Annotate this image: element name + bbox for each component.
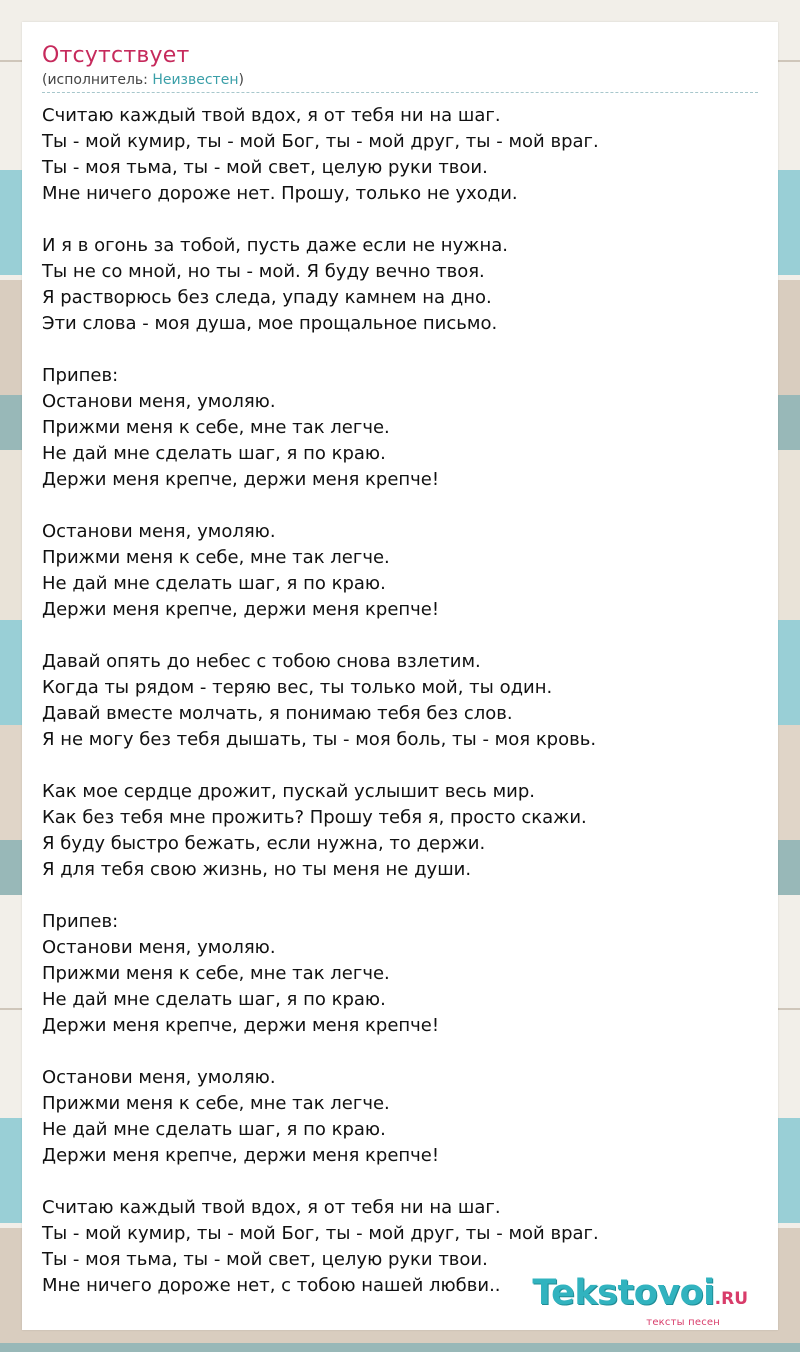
- artist-link[interactable]: Неизвестен: [152, 72, 239, 88]
- logo-name: Tekstovoi: [532, 1273, 715, 1313]
- lyrics-page: [22, 22, 778, 1330]
- lyrics-text: Считаю каждый твой вдох, я от тебя ни на шаг. Ты - мой кумир, ты - мой Бог, ты - мой друг, ты - мой враг. Ты - моя тьма, ты - мой свет, целую руки твои. Мне ничего дороже нет. Прошу, только не уходи. И я в огонь за тобой, пусть даже если не нужна. Ты не со мной, но ты - мой. Я буду вечно твоя. Я растворюсь без следа, упаду камнем на дно. Эти слова - моя душа, мое прощальное письмо. Припев: Останови меня, умоляю. Прижми меня к себе, мне так легче. Не дай мне сделать шаг, я по краю. Держи меня крепче, держи меня крепче! Останови меня, умоляю. Прижми меня к себе, мне так легче. Не дай мне сделать шаг, я по краю. Держи меня крепче, держи меня крепче! Давай опять до небес с тобою снова взлетим. Когда ты рядом - теряю вес, ты только мой, ты один. Давай вместе молчать, я понимаю тебя без слов. Я не могу без тебя дышать, ты - моя боль, ты - моя кровь. Как мое сердце дрожит, пускай услышит весь мир. Как без тебя мне прожить? Прошу тебя я, просто скажи. Я буду быстро бежать, если нужна, то держи. Я для тебя свою жизнь, но ты меня не души. Припев: Останови меня, умоляю. Прижми меня к себе, мне так легче. Не дай мне сделать шаг, я по краю. Держи меня крепче, держи меня крепче! Останови меня, умоляю. Прижми меня к себе, мне так легче. Не дай мне сделать шаг, я по краю. Держи меня крепче, держи меня крепче! Считаю каждый твой вдох, я от тебя ни на шаг. Ты - мой кумир, ты - мой Бог, ты - мой друг, ты - мой враг. Ты - моя тьма, ты - мой свет, целую руки твои. Мне ничего дороже нет, с тобою нашей любви..: [42, 105, 599, 1296]
- song-title: Отсутствует: [42, 43, 190, 68]
- artist-line: [42, 70, 758, 93]
- logo-tld: .RU: [714, 1289, 748, 1309]
- site-logo[interactable]: [532, 1275, 748, 1328]
- artist-suffix: ): [238, 72, 244, 88]
- artist-prefix: (исполнитель:: [42, 72, 153, 88]
- song-header: [42, 42, 758, 93]
- logo-tagline: тексты песен: [646, 1317, 720, 1328]
- logo-wordmark: [532, 1275, 748, 1317]
